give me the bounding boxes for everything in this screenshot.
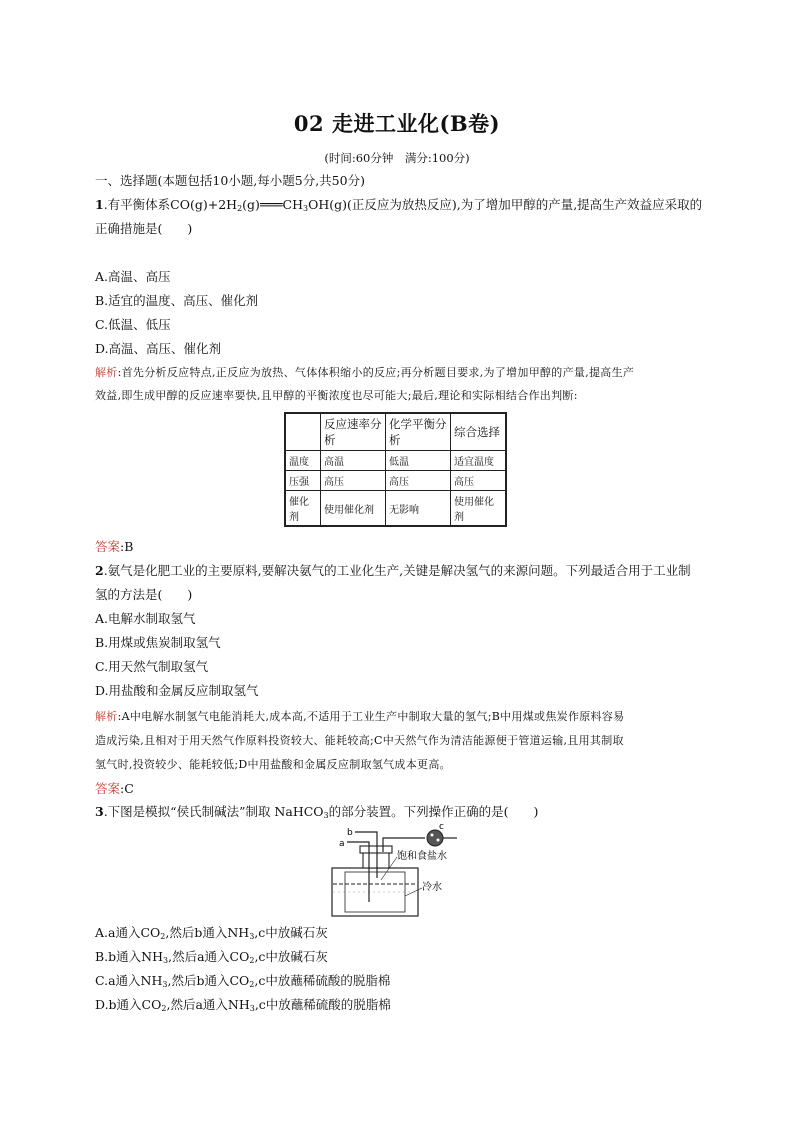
option-c[interactable]: C.低温、低压 <box>95 317 171 332</box>
table-cell: 高压 <box>321 471 386 491</box>
label-b: b <box>347 828 353 838</box>
bulb-highlight <box>437 839 440 842</box>
analysis-2-line1: 解析:A中电解水制氢气电能消耗大,成本高,不适用于工业生产中制取大量的氢气;B中用煤或焦炭作原料容易 <box>95 710 625 723</box>
table-header-cell: 综合选择 <box>451 413 507 451</box>
answer-2 <box>95 780 705 798</box>
label-brine: 饱和食盐水 <box>397 851 447 862</box>
comparison-table <box>284 412 507 527</box>
option-c[interactable]: C.用天然气制取氢气 <box>95 659 209 674</box>
option-a[interactable]: A.a通入$CO_2$,然后b通入$NH_3,c$中放碱石灰 <box>95 925 328 941</box>
option-d[interactable]: D.b通入$CO_2$,然后a通入$NH_3,c$中放蘸稀硫酸的脱脂棉 <box>95 997 391 1013</box>
analysis-label: 解析 <box>95 366 118 379</box>
table-header-cell: 化学平衡分析 <box>386 413 451 451</box>
exam-info: (时间:60分钟 满分:100分) <box>324 151 470 165</box>
page-title: 02 走进工业化(B卷) <box>293 111 501 136</box>
apparatus-diagram <box>325 822 475 920</box>
question-3-stem: 3.下图是模拟“侯氏制碱法”制取 NaHCO$_3$的部分装置。下列操作正确的是( ) <box>95 804 539 820</box>
table-cell: 高压 <box>386 471 451 491</box>
table-cell: 无影响 <box>386 491 451 527</box>
table-cell: 适宜温度 <box>451 451 507 471</box>
answer-label: 答案 <box>95 539 121 554</box>
table-cell: 高压 <box>451 471 507 491</box>
table-header-cell <box>285 413 321 451</box>
equilibrium-sign: ═══ <box>259 197 283 212</box>
analysis-label: 解析 <box>95 710 118 723</box>
table-header-cell: 反应速率分析 <box>321 413 386 451</box>
label-cold-water: 冷水 <box>422 882 442 893</box>
table-header-row <box>285 413 506 451</box>
question-number: 3 <box>95 804 104 819</box>
option-c[interactable]: C.a通入$NH_3$,然后b通入$CO_2,c$中放蘸稀硫酸的脱脂棉 <box>95 973 391 989</box>
analysis-2-line3: 氢气时,投资较少、能耗较低;D中用盐酸和金属反应制取氢气成本更高。 <box>95 758 451 771</box>
stopper <box>360 846 392 853</box>
table-row <box>285 451 506 471</box>
table-cell: 压强 <box>285 471 321 491</box>
bulb-highlight <box>431 834 434 837</box>
table-cell: 使用催化剂 <box>321 491 386 527</box>
question-1-stem: 1.有平衡体系$CO(g)+2H_2(g)═══CH_3OH(g)$(正反应为放热反应),为了增加甲醇的产量,提高生产效益应采取的 <box>95 197 703 213</box>
option-d[interactable]: D.高温、高压、催化剂 <box>95 341 222 356</box>
table-cell: 高温 <box>321 451 386 471</box>
option-b[interactable]: B.适宜的温度、高压、催化剂 <box>95 293 259 308</box>
label-a: a <box>339 839 345 849</box>
question-2-stem: 2.氨气是化肥工业的主要原料,要解决氨气的工业化生产,关键是解决氢气的来源问题。下列最适合用于工业制 <box>95 563 691 578</box>
answer-label: 答案 <box>95 781 121 796</box>
drying-tube-bulb <box>427 830 443 846</box>
option-b[interactable]: B.b通入$NH_3$,然后a通入$CO_2,c$中放碱石灰 <box>95 949 328 965</box>
table-row <box>285 491 506 527</box>
table-cell: 低温 <box>386 451 451 471</box>
answer-value: :B <box>120 539 134 554</box>
analysis-1-line1: 解析:首先分析反应特点,正反应为放热、气体体积缩小的反应;再分析题目要求,为了增加甲醇的产量,提高生产 <box>95 366 635 379</box>
cold-water-pointer <box>405 888 422 896</box>
analysis-1-line2: 效益,即生成甲醇的反应速率要快,且甲醇的平衡浓度也尽可能大;最后,理论和实际相结合作出判断: <box>95 389 578 402</box>
question-1-stem-cont: 正确措施是( ) <box>95 221 193 236</box>
section-heading: 一、选择题(本题包括10小题,每小题5分,共50分) <box>95 173 365 188</box>
question-number: 2 <box>95 563 104 578</box>
option-b[interactable]: B.用煤或焦炭制取氢气 <box>95 635 221 650</box>
option-d[interactable]: D.用盐酸和金属反应制取氢气 <box>95 683 259 698</box>
question-2-stem-cont: 氢的方法是( ) <box>95 587 193 602</box>
table-cell: 催化剂 <box>285 491 321 527</box>
question-number: 1 <box>95 197 104 212</box>
answer-1 <box>95 538 705 556</box>
label-c: c <box>439 822 444 832</box>
table-cell: 温度 <box>285 451 321 471</box>
answer-value: :C <box>120 781 134 796</box>
option-a[interactable]: A.电解水制取氢气 <box>95 611 196 626</box>
table-cell: 使用催化剂 <box>451 491 507 527</box>
analysis-2-line2: 造成污染,且相对于用天然气作原料投资较大、能耗较高;C中天然气作为清洁能源便于管道运输,且用其制取 <box>95 734 624 747</box>
option-a[interactable]: A.高温、高压 <box>95 269 171 284</box>
bottle-neck <box>363 852 389 868</box>
table-row <box>285 471 506 491</box>
